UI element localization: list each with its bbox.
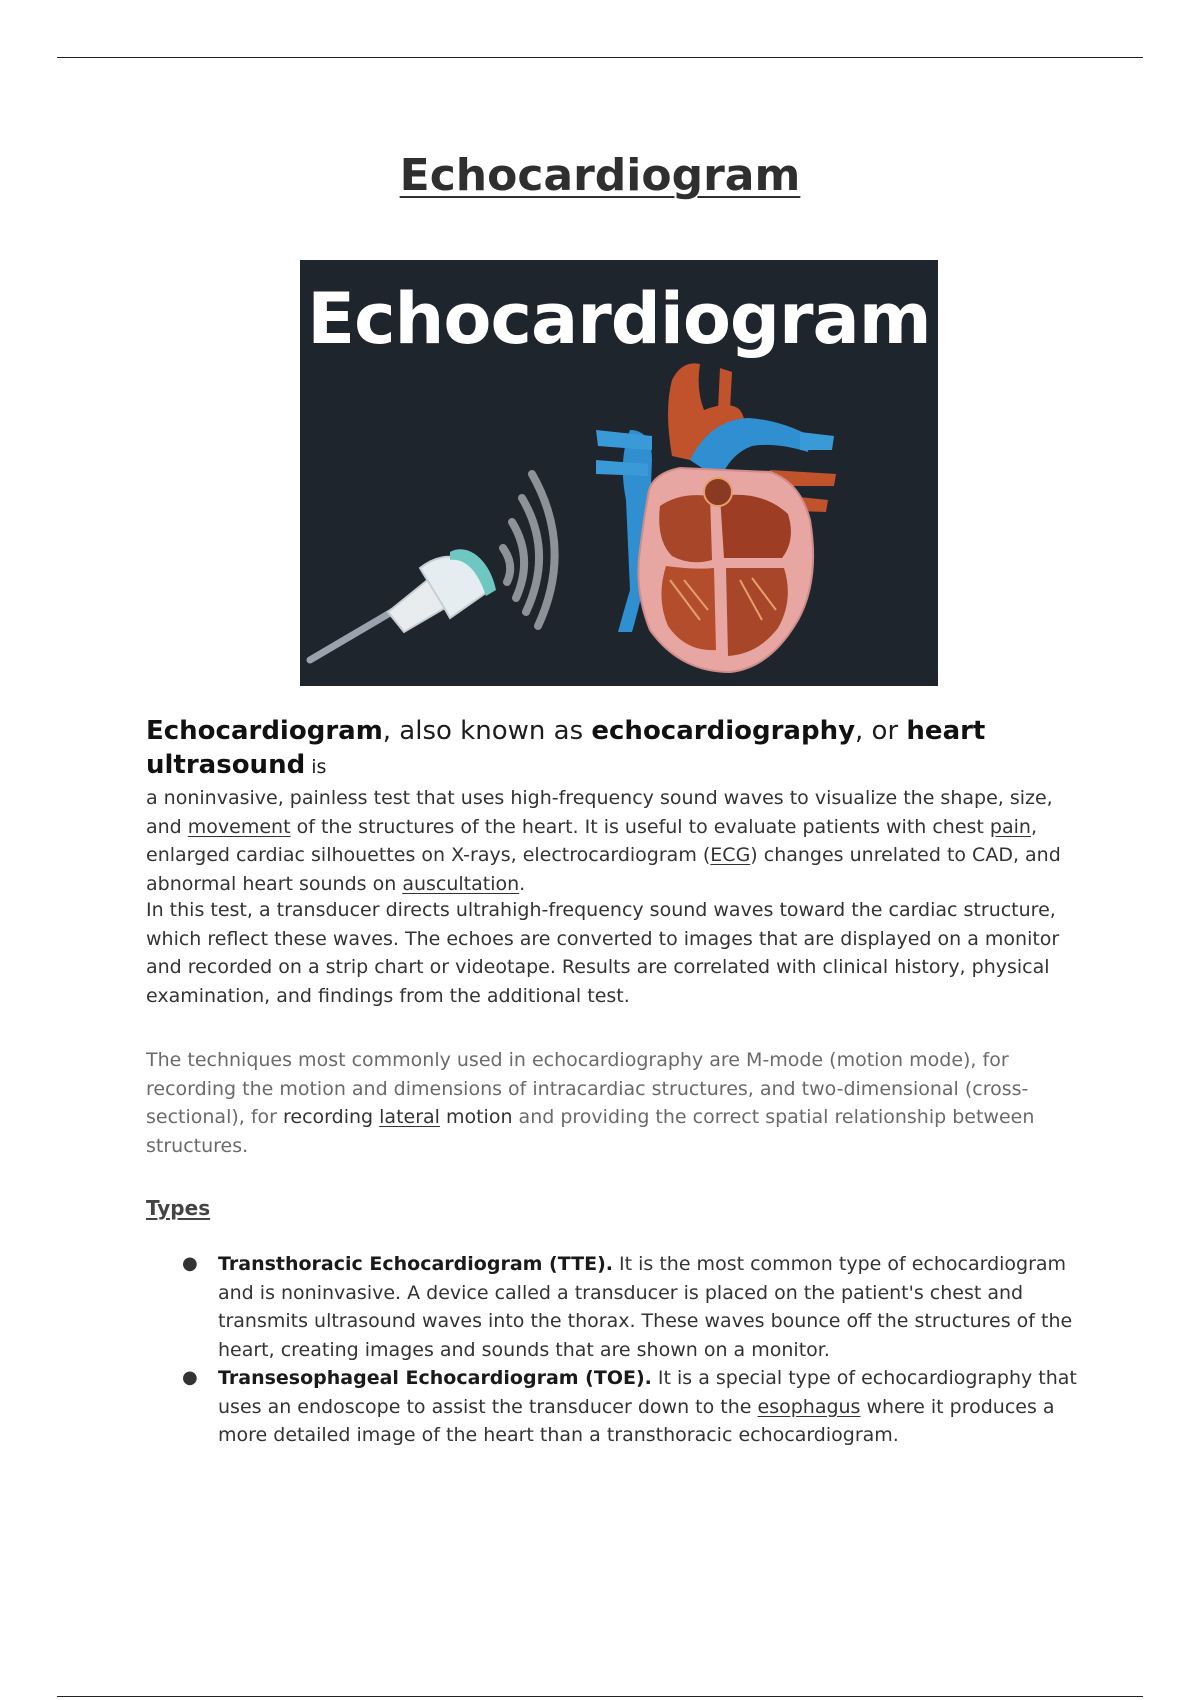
paragraph-techniques: The techniques most commonly used in echocardiography are M-mode (motion mode), for recording the motion and dimensions of intracardiac structures, and two-dimensional (cross-sectional), for recording lateral motion and providing the correct spatial relationship between structures. bbox=[146, 1049, 1035, 1157]
term-echocardiogram: Echocardiogram bbox=[146, 716, 383, 746]
paragraph-transducer: In this test, a transducer directs ultrahigh-frequency sound waves toward the cardiac structure, which reflect these waves. The echoes are converted to images that are displayed on a monitor and recorded on a strip chart or videotape. Results are correlated with clinical history, physical examination, and findings from the additional test. bbox=[146, 899, 1060, 1007]
list-item-toe: ● Transesophageal Echocardiogram (TOE). It is a special type of echocardiography that uses an endoscope to assist the transducer down to the esophagus where it produces a more detailed image of the heart than a transthoracic echocardiogram. bbox=[218, 1364, 1098, 1450]
bullet-icon: ● bbox=[182, 1367, 198, 1388]
link-movement[interactable]: movement bbox=[187, 815, 291, 838]
top-divider bbox=[57, 57, 1143, 58]
type-name: Transthoracic Echocardiogram (TTE). bbox=[218, 1253, 613, 1275]
types-heading: Types bbox=[146, 1196, 211, 1220]
intro-paragraph: Echocardiogram, also known as echocardiography, or heart ultrasound is a noninvasive, painless test that uses high-frequency sound waves to visualize the shape, size, and movement of the structures of the heart. It is useful to evaluate patients with chest pain, enlarged cardiac silhouettes on X-rays, electrocardiogram (ECG) changes unrelated to CAD, and abnormal heart sounds on auscultation. bbox=[146, 716, 1061, 895]
sound-wave-icon bbox=[503, 474, 555, 626]
link-lateral[interactable]: lateral bbox=[379, 1106, 440, 1128]
term-heart-ultrasound: heart ultrasound bbox=[146, 716, 986, 780]
link-pain[interactable]: pain bbox=[989, 815, 1031, 838]
page-title: Echocardiogram bbox=[399, 150, 801, 201]
list-item-tte: ● Transthoracic Echocardiogram (TTE). It is the most common type of echocardiogram and is noninvasive. A device called a transducer is placed on the patient's chest and transmits ultrasound waves into the thorax. These waves bounce off the structures of the heart, creating images and sounds that are shown on a monitor. bbox=[218, 1250, 1098, 1364]
bottom-divider bbox=[57, 1696, 1143, 1697]
link-esophagus[interactable]: esophagus bbox=[757, 1395, 861, 1418]
ultrasound-probe-icon bbox=[310, 549, 496, 660]
term-echocardiography: echocardiography bbox=[591, 716, 856, 746]
bullet-icon: ● bbox=[182, 1253, 198, 1274]
hero-image bbox=[300, 260, 938, 686]
hero-image-title: Echocardiogram bbox=[307, 278, 931, 360]
link-auscultation[interactable]: auscultation bbox=[402, 872, 520, 895]
link-ecg[interactable]: ECG bbox=[710, 844, 751, 866]
heart-anatomy-icon bbox=[596, 363, 836, 672]
types-list bbox=[182, 1250, 1098, 1450]
type-name: Transesophageal Echocardiogram (TOE). bbox=[218, 1367, 652, 1389]
